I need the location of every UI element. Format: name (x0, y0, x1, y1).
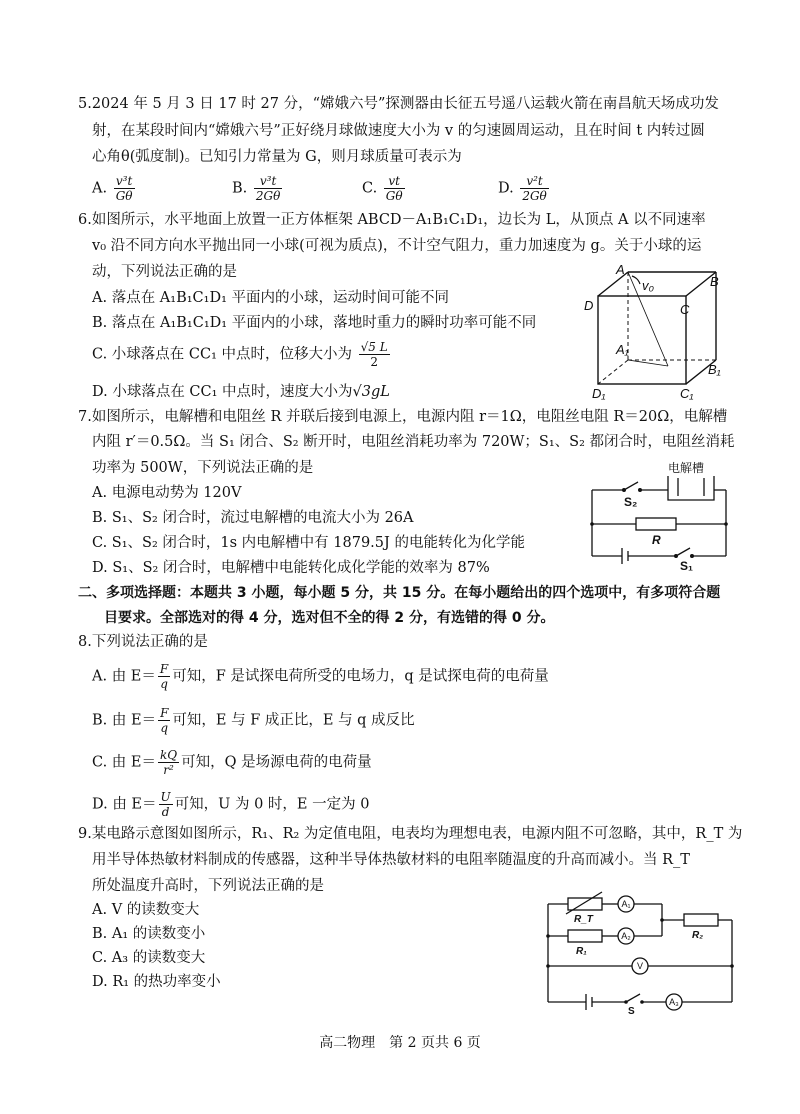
page-footer: 高二物理 第 2 页共 6 页 (319, 1035, 481, 1051)
label-electrolytic-tank: 电解槽 (668, 461, 705, 475)
cube-label-d: D (584, 298, 594, 313)
q7-line1: 7.如图所示，电解槽和电阻丝 R 并联后接到电源上，电源内阻 r＝1Ω，电阻丝电阻 R＝20Ω，电解槽 (78, 409, 728, 425)
q7-option-a: A. 电源电动势为 120V (92, 485, 242, 501)
cube-label-d1: D₁ (592, 386, 606, 401)
resistor-rt-label: R_T (574, 914, 593, 925)
q8-option-b: B. 由 E＝ $\frac{F}{q}$ 可知，E 与 F 成正比，E 与 q 成反比 (92, 706, 415, 735)
cube-label-b: B (710, 274, 719, 289)
meter-a3-label: A₃ (669, 997, 679, 1007)
q6-line1: 6.如图所示，水平地面上放置一正方体框架 ABCD－A₁B₁C₁D₁，边长为 L，从顶点 A 以不同速率 (78, 212, 706, 228)
q9-option-a: A. V 的读数变大 (92, 902, 200, 918)
electrolysis-circuit-figure (584, 460, 734, 572)
q9-option-b: B. A₁ 的读数变小 (92, 926, 206, 942)
cube-label-a: A (616, 262, 625, 277)
resistor-r1-label: R₁ (576, 946, 587, 957)
q6-option-b: B. 落点在 A₁B₁C₁D₁ 平面内的小球，落地时重力的瞬时功率可能不同 (92, 315, 537, 331)
q7-option-c: C. S₁、S₂ 闭合时，1s 内电解槽中有 1879.5J 的电能转化为化学能 (92, 535, 525, 551)
q5-line2: 射，在某段时间内“嫦娥六号”正好绕月球做速度大小为 v 的匀速圆周运动，且在时间 t 内转过圆 (92, 123, 705, 139)
q6-line2: v₀ 沿不同方向水平抛出同一小球(可视为质点)，不计空气阻力，重力加速度为 g。关于小球的运 (92, 238, 702, 254)
q6-option-a: A. 落点在 A₁B₁C₁D₁ 平面内的小球，运动时间可能不同 (92, 290, 450, 306)
q7-option-b: B. S₁、S₂ 闭合时，流过电解槽的电流大小为 26A (92, 510, 414, 526)
switch-s-label: S (628, 1006, 635, 1014)
q9-line1: 9.某电路示意图如图所示，R₁、R₂ 为定值电阻，电表均为理想电表，电源内阻不可忽略，其中，R_T 为 (78, 826, 743, 842)
q5-option-d: D. $\frac{\text{v²t}}{2G\theta}$ (498, 174, 547, 203)
meter-a1-label: A₁ (621, 899, 631, 909)
q8-option-a: A. 由 E＝ $\frac{F}{q}$ 可知，F 是试探电荷所受的电场力，q 是试探电荷的电荷量 (92, 662, 549, 691)
cube-label-c: C (680, 302, 690, 317)
meter-v-label: V (636, 961, 644, 971)
label-r: R (652, 533, 661, 547)
q9-line2: 用半导体热敏材料制成的传感器，这种半导体热敏材料的电阻率随温度的升高而减小。当 R_T (92, 852, 690, 868)
cube-figure (584, 262, 724, 402)
q8-option-d: D. 由 E＝ $\frac{U}{d}$ 可知，U 为 0 时，E 一定为 0 (92, 790, 370, 819)
q8-option-c: C. 由 E＝ $\frac{kQ}{\text{r²}}$ 可知，Q 是场源电荷的电荷量 (92, 748, 372, 777)
cube-label-b1: B₁ (708, 362, 721, 377)
resistor-r2-label: R₂ (692, 930, 704, 941)
meter-a2-label: A₂ (621, 931, 631, 941)
label-s2: S₂ (624, 495, 638, 509)
label-s1: S₁ (680, 559, 693, 572)
q6-option-c: C. 小球落点在 CC₁ 中点时，位移大小为 $\frac{√5 L}{2}$ (92, 340, 388, 369)
q7-line3: 功率为 500W，下列说法正确的是 (92, 460, 314, 476)
q5-option-a: A. $\frac{\text{v³t}}{G\theta}$ (92, 174, 133, 203)
q5-option-c: C. $\frac{vt}{G\theta}$ (362, 174, 403, 203)
thermistor-circuit-figure (540, 890, 740, 1014)
q9-option-c: C. A₃ 的读数变大 (92, 950, 206, 966)
q9-line3: 所处温度升高时，下列说法正确的是 (92, 878, 324, 894)
section2-line2: 目要求。全部选对的得 4 分，选对但不全的得 2 分，有选错的得 0 分。 (104, 610, 555, 626)
cube-label-c1: C₁ (680, 386, 694, 401)
q5-line1: 5.2024 年 5 月 3 日 17 时 27 分，“嫦娥六号”探测器由长征五号遥八运载火箭在南昌航天场成功发 (78, 96, 719, 112)
q6-option-d: D. 小球落点在 CC₁ 中点时，速度大小为√3gL (92, 384, 390, 400)
section2-line1: 二、多项选择题：本题共 3 小题，每小题 5 分，共 15 分。在每小题给出的四个选项中，有多项符合题 (78, 585, 721, 601)
q8-stem: 8.下列说法正确的是 (78, 634, 208, 650)
q9-option-d: D. R₁ 的热功率变小 (92, 974, 221, 990)
q6-line3: 动，下列说法正确的是 (92, 264, 237, 280)
cube-label-a1: A₁ (616, 342, 629, 357)
q5-line3: 心角θ(弧度制)。已知引力常量为 G，则月球质量可表示为 (92, 149, 462, 165)
q7-option-d: D. S₁、S₂ 闭合时，电解槽中电能转化成化学能的效率为 87% (92, 560, 490, 576)
cube-label-v0: v₀ (642, 278, 654, 293)
q5-option-b: B. $\frac{\text{v³t}}{2G\theta}$ (232, 174, 281, 203)
q7-line2: 内阻 r′＝0.5Ω。当 S₁ 闭合、S₂ 断开时，电阻丝消耗功率为 720W；S₁、S₂ 都闭合时，电阻丝消耗 (92, 434, 735, 450)
